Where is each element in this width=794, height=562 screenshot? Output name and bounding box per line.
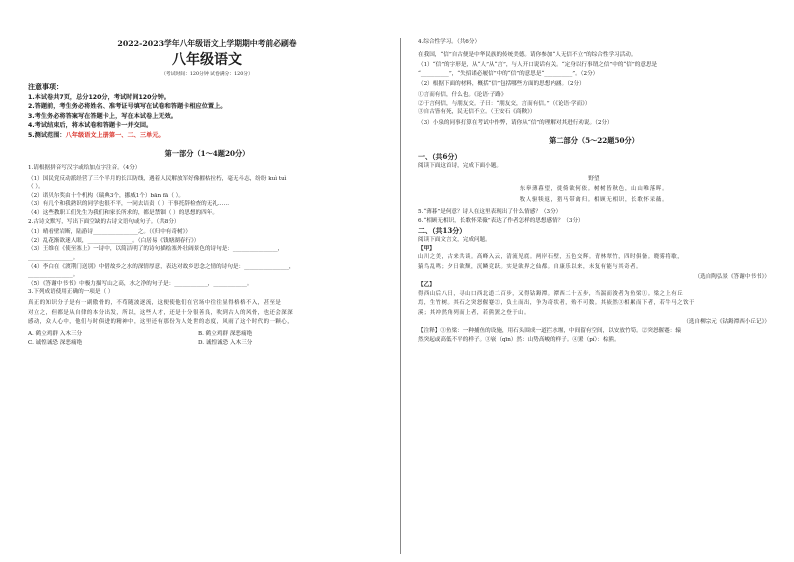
scope-value: 八年级语文上册第一、二、三单元。 (65, 131, 165, 139)
jia-label: 【甲】 (418, 245, 435, 252)
section1-heading: 一、（共6分） (418, 152, 462, 162)
option-c: C. 诚惶诚恐 深恶痛绝 (28, 340, 83, 347)
q-line: （3）王维在《使至塞上》一诗中，以简洁明了的诗句描绘塞外壮阔景色的诗句是：________________， (28, 246, 284, 253)
q4-line: 在我国，“信”自古便是中华民族的传统美德。请你参加“人无信不立”的综合性学习活动。 (418, 51, 637, 58)
q-line: （1）国民党反动派经营了三个半月的长江防线，遇着人民解放军好像摧枯拉朽，毫无斗志，纷纷 kuì tuì (28, 175, 287, 182)
yi-line: 溪；其冲然角列而上者，若熊罴之登于山。 (418, 309, 530, 316)
poem-title: 野望 (588, 175, 600, 182)
q4-line: （3）小泉的同事打算在考试中作弊，请你从“信”的理解对其进行劝说。（2分） (418, 119, 613, 126)
passage-line: 真正的知识分子是有一副傲骨的，不苟随波逐流，这便使他们在官场中往往显得格格不入，甚至是 (28, 299, 282, 306)
q-line: （3）有几个和我熟识的同学也很不平，一同去诘责（ ）干事托辞检查的无礼…… (28, 201, 230, 208)
column-divider (400, 38, 401, 554)
notice-item: 4.考试结束后，将本试卷和答题卡一并交回。 (28, 122, 153, 130)
notice-item: 3.考生务必将答案写在答题卡上，写在本试卷上无效。 (28, 112, 177, 120)
q-line: 2.古诗文默写，写出下面空缺的古诗文语句或句子。（共8分） (28, 218, 180, 225)
jia-source: （选自陶弘景《答谢中书书》） (694, 273, 770, 280)
exam-subtitle: 2022-2023学年八年级语文上学期期中考前必刷卷 (117, 39, 297, 48)
section1-intro: 阅读下面这首诗，完成下面小题。 (418, 163, 502, 170)
jia-line: 山川之美，古来共谈。高峰入云，清流见底。两岸石壁，五色交辉。青林翠竹，四时俱备。晓雾将歇， (418, 254, 684, 261)
q4-line: ①言而有信，什么也。《论语·子路》 (418, 91, 507, 98)
q-line: （2）诺贝尔奖由十个机构（瑞典3个，挪威1个）bān fā（ ）。 (28, 192, 185, 199)
yi-line: 得西山后八日，寻山口西北道二百步，又得钴鉧潭。潭西二十五步，当湍而浚者为鱼梁①。梁之上有丘 (418, 290, 684, 297)
q4-line: ②于言何信，与朋友交。子曰：“朋友交，言而有信。”（《论语·学而》） (418, 100, 591, 107)
option-d: D. 诚惶诚恐 入木三分 (198, 340, 253, 347)
q4-line: （2）根据下面的材料，概括“信”包括哪些方面的思想内涵。（2分） (418, 81, 585, 88)
part1-heading: 第一部分（1～4题20分） (164, 149, 250, 159)
q-line: 3.下列成语使用正确的一项是（ ） (28, 289, 114, 296)
notice-scope (28, 131, 386, 140)
question-5: 5.“薄暮”是何意？诗人在这里表现出了什么情感？（3分） (418, 208, 562, 215)
notes-line: 【注释】①鱼梁：一种捕鱼的设施，用石头围成一道拦水堰，中间留有空间，以安放竹笱。②突怒偃蹇：辕 (418, 328, 681, 335)
poem-line: 牧人驱犊返，猎马带禽归。相顾无相识，长歌怀采薇。 (519, 196, 669, 203)
q-line: （1）晴看壁岩断，陆游诗________________之。（《归中有奇树》） (28, 229, 191, 236)
q-line: （4）这些教职工们先生为我们和家长所求的，都是禁锢（ ）的思想的四年。 (28, 210, 218, 216)
yi-line: 焉，生竹树。其石之突怒偃蹇②，负土而出，争为奇状者，殆不可数。其嵚然③相累而下者，若牛马之饮于 (418, 300, 695, 307)
q-line: ________________。 (28, 254, 79, 261)
q4-line: “__________”，“失招诺必履信”中的“信”的意思是“__________”。（2分） (418, 70, 599, 77)
part2-heading: 第二部分（5～22题50分） (549, 136, 639, 146)
exam-meta: （考试时间：120分钟 试卷满分：120分） (161, 72, 253, 77)
poem-line: 东皋薄暮望，徙倚欲何依。树树皆秋色，山山唯落晖。 (519, 185, 669, 192)
q-line: （2）乱花渐欲迷人眼，________________。（白居易《钱塘湖春行》） (28, 237, 200, 244)
option-b: B. 鹤立鸡群 深恶痛绝 (198, 330, 253, 337)
section2-intro: 阅读下面文言文，完成问题。 (418, 237, 491, 244)
notes-line: 然突起或高低不平的样子。③嵚（qīn）然：山势高峻的样子。④罴（pí）：棕熊。 (418, 336, 620, 343)
q4-line: ③自古皆有死，民无信不立。（王安石《商鞅》） (418, 109, 536, 116)
q-line: 1.请根据拼音写汉字或给加点字注音。（4分） (28, 165, 141, 172)
left-column (28, 38, 386, 349)
options-grid (28, 330, 386, 349)
notice-heading: 注意事项： (28, 83, 63, 91)
q-line: （ ）。 (28, 184, 44, 191)
question-6: 6.“相顾无相识，长歌怀采薇”表达了作者怎样的思想感情？（3分） (418, 217, 584, 224)
notice-item: 2.答题前，考生务必将姓名、准考证号填写在试卷和答题卡相应位置上。 (28, 103, 227, 111)
yi-source: （选自柳宗元《钴鉧潭西小丘记》） (683, 319, 770, 326)
q-line: （5）《答谢中书书》中极力描写山之高，水之净的句子是：____________，____________。 (28, 280, 253, 287)
jia-line: 猿鸟乱鸣；夕日欲颓，沉鳞竞跃。实是欲界之仙都。自康乐以来，未复有能与其奇者。 (418, 263, 642, 270)
exam-title: 八年级语文 (172, 52, 242, 68)
scope-label: 5.测试范围： (28, 131, 66, 139)
q-line: （4）李白在《渡荆门送别》中借故乡之水的深情厚意，表达对故乡思念之情的诗句是：________________， (28, 263, 295, 270)
section2-heading: 二、（共13分） (418, 226, 467, 236)
passage-line: 对立之，但都是从自律的本分出发，所以，这些人才，还是十分很善良，吹到古人的风骨，也还会深深 (28, 309, 294, 316)
option-a: A. 鹤立鸡群 入木三分 (28, 330, 83, 337)
yi-label: 【乙】 (418, 282, 435, 289)
q4-line: （1）“信”的字形是，从“人”从“言”，与人开口说话有关。“定身以行事谓之信”中的“信”的意思是 (418, 62, 658, 69)
q-line: ________________。 (28, 272, 79, 279)
notice-item: 1.本试卷共7页，总分120分，考试时间120分钟。 (28, 94, 170, 101)
q4-line: 4.综合性学习。（共6分） (418, 39, 481, 45)
right-column (418, 38, 770, 344)
passage-line: 感动，众人心中，他们与时俱进的精神中，这里还有那份为人处世的态度，风雨了这个时代的一颗心， (28, 319, 294, 326)
